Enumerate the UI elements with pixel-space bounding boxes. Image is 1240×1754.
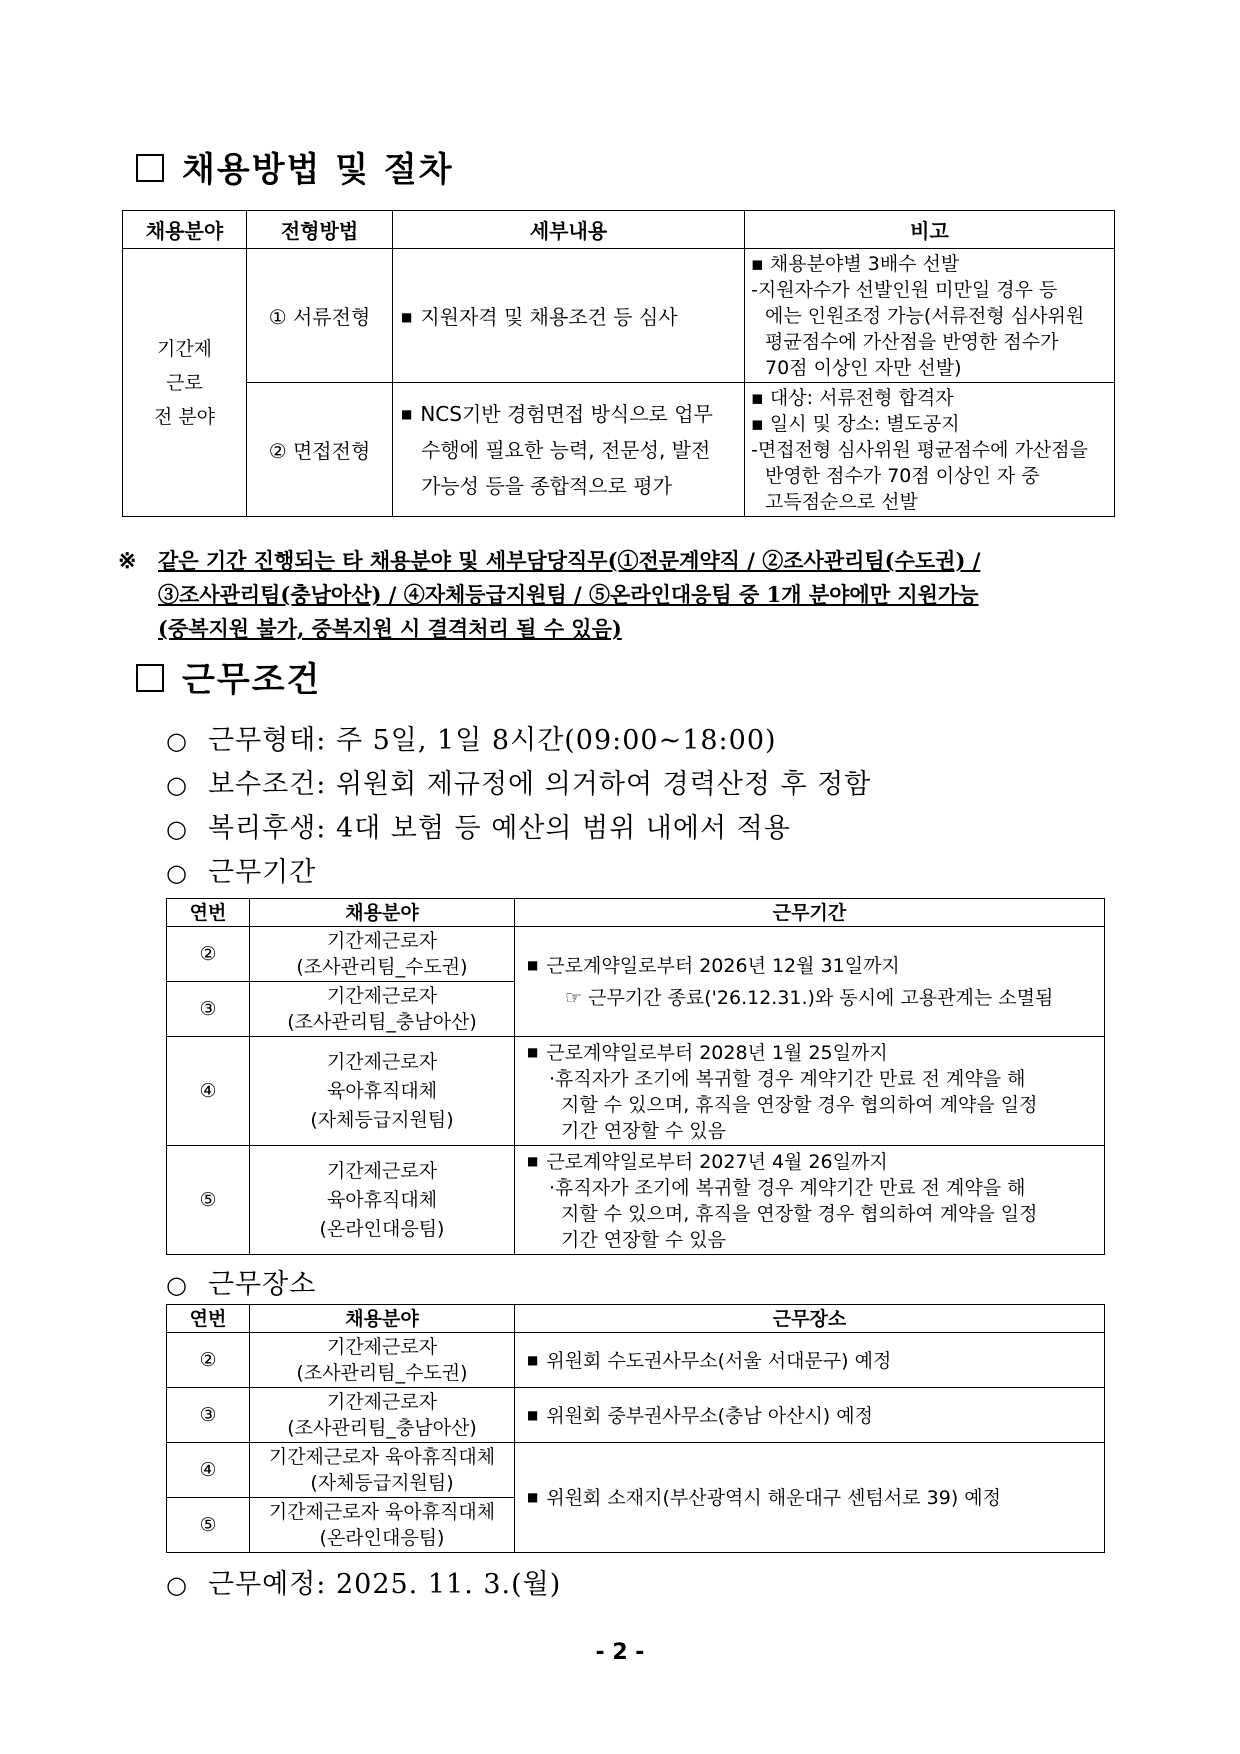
note-line: (중복지원 불가, 중복지원 시 결격처리 될 수 있음) (158, 616, 622, 641)
note-text (158, 544, 1118, 646)
row-no: ④ (167, 1037, 250, 1146)
remark-line: 70점 이상인 자만 선발) (765, 356, 962, 379)
field-line: 근로 (166, 371, 203, 394)
remark-line: -면접전형 심사위원 평균점수에 가산점을 (751, 438, 1088, 461)
circle-bullet-icon: ○ (166, 1271, 188, 1299)
header-place: 근무장소 (515, 1305, 1105, 1333)
place-text: 위원회 중부권사무소(충남 아산시) 예정 (546, 1404, 873, 1427)
row-no: ⑤ (167, 1498, 250, 1553)
remark-line: 평균점수에 가산점을 반영한 점수가 (765, 330, 1059, 353)
period-text: 기간 연장할 수 있음 (561, 1119, 726, 1142)
section2-title-text: 근무조건 (182, 660, 322, 700)
detail-text: 수행에 필요한 능력, 전문성, 발전 (421, 437, 711, 462)
field-line: 기간제근로자 (326, 985, 438, 1007)
header-detail: 세부내용 (393, 211, 745, 249)
condition-text: 근무기간 (207, 857, 317, 888)
field-line: 기간제근로자 육아휴직대체 (268, 1446, 496, 1468)
method-document: ① 서류전형 (247, 249, 393, 383)
place-cell: ■ 위원회 수도권사무소(서울 서대문구) 예정 (515, 1333, 1105, 1388)
row-field (250, 1388, 515, 1443)
field-line: (조사관리팀_수도권) (296, 956, 468, 978)
section1-title-text: 채용방법 및 절차 (182, 150, 454, 190)
note-mark: ※ (118, 548, 137, 574)
field-cell (123, 249, 247, 517)
section2-title (136, 652, 321, 701)
period-text: 근로계약일로부터 2028년 1월 25일까지 (546, 1041, 888, 1064)
condition-text: 근무형태: 주 5일, 1일 8시간(09:00~18:00) (207, 725, 777, 756)
condition-place (166, 1262, 316, 1301)
place-cell: ■ 위원회 소재지(부산광역시 해운대구 센텀서로 39) 예정 (515, 1443, 1105, 1553)
detail-text: 지원자격 및 채용조건 등 심사 (420, 305, 678, 329)
condition-text: 보수조건: 위원회 제규정에 의거하여 경력산정 후 정함 (207, 769, 872, 800)
header-no: 연번 (167, 1305, 250, 1333)
header-method: 전형방법 (247, 211, 393, 249)
field-line: (조사관리팀_충남아산) (287, 1417, 477, 1439)
remark-line: -지원자수가 선발인원 미만일 경우 등 (751, 278, 1058, 301)
field-line: 기간제근로자 (326, 1050, 438, 1073)
field-line: (조사관리팀_수도권) (296, 1362, 468, 1384)
period-text: 근무기간 종료('26.12.31.)와 동시에 고용관계는 소멸됨 (588, 987, 1054, 1009)
detail-text: 가능성 등을 종합적으로 평가 (421, 473, 672, 498)
checkbox-square-icon (136, 154, 164, 182)
circle-bullet-icon: ○ (166, 771, 188, 799)
condition-welfare (166, 806, 791, 845)
period-text: ·휴직자가 조기에 복귀할 경우 계약기간 만료 전 계약을 해 (549, 1176, 1026, 1199)
header-field: 채용분야 (250, 899, 515, 927)
row-field (250, 1037, 515, 1146)
period-text: 지할 수 있으며, 휴직을 연장할 경우 협의하여 계약을 일정 (561, 1202, 1038, 1225)
period-text: 근로계약일로부터 2026년 12월 31일까지 (546, 955, 900, 977)
header-field: 채용분야 (250, 1305, 515, 1333)
field-line: 기간제근로자 (326, 1336, 438, 1358)
detail-document: ■ 지원자격 및 채용조건 등 심사 (393, 249, 745, 383)
remark-line: ▪ 채용분야별 3배수 선발 (751, 252, 960, 275)
circle-bullet-icon: ○ (166, 727, 188, 755)
field-line: (조사관리팀_충남아산) (287, 1011, 477, 1033)
section1-title (136, 142, 454, 191)
period-4: ■ 근로계약일로부터 2028년 1월 25일까지 ·휴직자가 조기에 복귀할 경우 계약기간 만료 전 계약을 해 지할 수 있으며, 휴직을 연장할 경우 협의하여 계약을 일정 기간 연장할 수 있음 (515, 1037, 1105, 1146)
note-line: 같은 기간 진행되는 타 채용분야 및 세부담당직무(①전문계약직 / ②조사관리팀(수도권) / (158, 548, 981, 573)
row-field (250, 1146, 515, 1255)
field-line: (온라인대응팀) (319, 1217, 445, 1240)
row-field (250, 1443, 515, 1498)
field-line: 기간제근로자 (326, 1159, 438, 1182)
pointing-hand-icon: ☞ (565, 987, 583, 1009)
condition-text: 근무예정: 2025. 11. 3.(월) (207, 1569, 562, 1600)
field-line: 기간제근로자 (326, 1391, 438, 1413)
place-cell: ■ 위원회 중부권사무소(충남 아산시) 예정 (515, 1388, 1105, 1443)
remark-line: 고득점순으로 선발 (765, 490, 918, 513)
page-number: - 2 - (595, 1640, 645, 1665)
row-field (250, 1333, 515, 1388)
method-interview: ② 면접전형 (247, 383, 393, 517)
checkbox-square-icon (136, 664, 164, 692)
condition-text: 근무장소 (207, 1269, 317, 1300)
field-line: (자체등급지원팀) (310, 1472, 454, 1494)
header-field: 채용분야 (123, 211, 247, 249)
header-period: 근무기간 (515, 899, 1105, 927)
recruitment-procedure-table (122, 210, 1115, 517)
circle-bullet-icon: ○ (166, 815, 188, 843)
note-line: ③조사관리팀(충남아산) / ④자체등급지원팀 / ⑤온라인대응팀 중 1개 분야에만 지원가능 (158, 582, 979, 607)
place-text: 위원회 수도권사무소(서울 서대문구) 예정 (546, 1349, 892, 1372)
field-line: 육아휴직대체 (326, 1079, 438, 1102)
period-text: 지할 수 있으며, 휴직을 연장할 경우 협의하여 계약을 일정 (561, 1093, 1038, 1116)
row-no: ② (167, 1333, 250, 1388)
remark-line: 반영한 점수가 70점 이상인 자 중 (765, 464, 1040, 487)
header-remarks: 비고 (745, 211, 1115, 249)
field-line: (온라인대응팀) (319, 1527, 445, 1549)
detail-text: NCS기반 경험면접 방식으로 업무 (420, 401, 713, 426)
condition-period (166, 850, 316, 889)
condition-text: 복리후생: 4대 보험 등 예산의 범위 내에서 적용 (207, 813, 791, 844)
row-field (250, 1498, 515, 1553)
remark-line: ▪ 대상: 서류전형 합격자 (751, 386, 954, 409)
circle-bullet-icon: ○ (166, 859, 188, 887)
row-no: ③ (167, 982, 250, 1037)
condition-work-type (166, 718, 777, 757)
field-line: (자체등급지원팀) (310, 1108, 454, 1131)
period-text: 기간 연장할 수 있음 (561, 1228, 726, 1251)
period-text: ·휴직자가 조기에 복귀할 경우 계약기간 만료 전 계약을 해 (549, 1067, 1026, 1090)
row-no: ③ (167, 1388, 250, 1443)
row-no: ④ (167, 1443, 250, 1498)
field-line: 기간제 (156, 337, 213, 360)
row-field (250, 982, 515, 1037)
work-place-table (166, 1304, 1105, 1553)
work-period-table (166, 898, 1105, 1255)
condition-salary (166, 762, 871, 801)
remark-line: ▪ 일시 및 장소: 별도공지 (751, 412, 960, 435)
remarks-interview (745, 383, 1115, 517)
header-no: 연번 (167, 899, 250, 927)
condition-start-date (166, 1562, 561, 1601)
detail-interview: ■ NCS기반 경험면접 방식으로 업무 수행에 필요한 능력, 전문성, 발전 가능성 등을 종합적으로 평가 (393, 383, 745, 517)
period-5: ■ 근로계약일로부터 2027년 4월 26일까지 ·휴직자가 조기에 복귀할 경우 계약기간 만료 전 계약을 해 지할 수 있으며, 휴직을 연장할 경우 협의하여 계약을 일정 기간 연장할 수 있음 (515, 1146, 1105, 1255)
field-line: 기간제근로자 (326, 930, 438, 952)
row-no: ② (167, 927, 250, 982)
row-no: ⑤ (167, 1146, 250, 1255)
place-text: 위원회 소재지(부산광역시 해운대구 센텀서로 39) 예정 (546, 1487, 1001, 1509)
period-23: ■ 근로계약일로부터 2026년 12월 31일까지 ☞ 근무기간 종료('26.12.31.)와 동시에 고용관계는 소멸됨 (515, 927, 1105, 1037)
period-text: 근로계약일로부터 2027년 4월 26일까지 (546, 1150, 888, 1173)
row-field (250, 927, 515, 982)
remarks-document (745, 249, 1115, 383)
field-line: 육아휴직대체 (326, 1188, 438, 1211)
field-line: 기간제근로자 육아휴직대체 (268, 1501, 496, 1523)
field-line: 전 분야 (153, 405, 216, 428)
remark-line: 에는 인원조정 가능(서류전형 심사위원 (765, 304, 1085, 327)
circle-bullet-icon: ○ (166, 1571, 188, 1599)
